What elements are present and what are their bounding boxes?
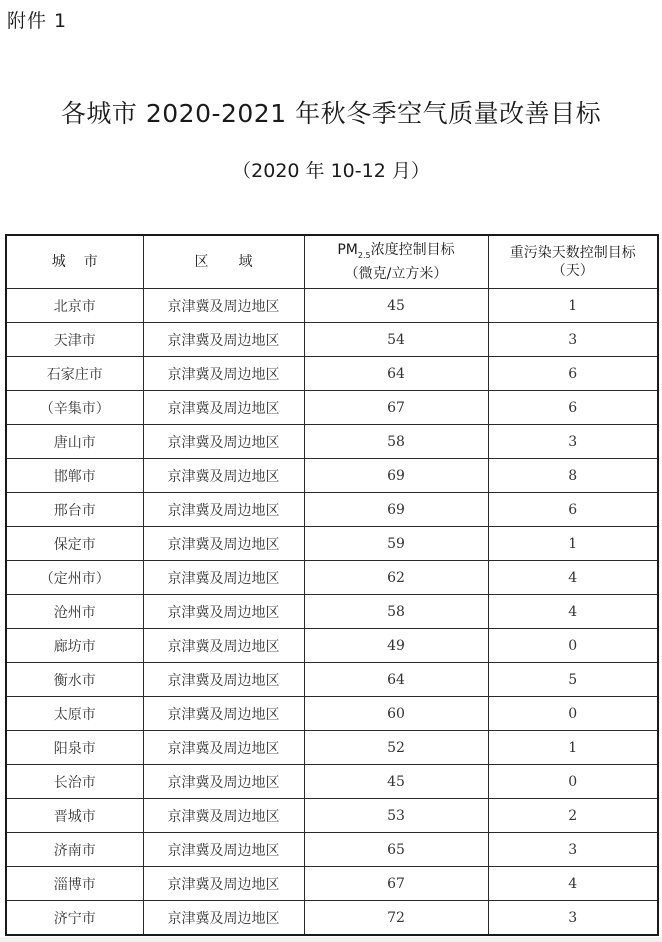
region-cell: 京津冀及周边地区 [143,561,304,595]
pm25-target-cell: 45 [304,765,488,799]
heavy-pollution-days-cell: 3 [488,425,658,459]
pm25-target-cell: 62 [304,561,488,595]
pm25-target-cell: 69 [304,459,488,493]
region-cell: 京津冀及周边地区 [143,425,304,459]
pm25-target-cell: 72 [304,901,488,936]
city-cell: 济宁市 [6,901,143,936]
city-cell: 天津市 [6,323,143,357]
pm25-target-cell: 53 [304,799,488,833]
region-cell: 京津冀及周边地区 [143,629,304,663]
heavy-pollution-days-cell: 3 [488,323,658,357]
pm25-target-cell: 58 [304,595,488,629]
table-row [6,391,658,425]
city-cell: 阳泉市 [6,731,143,765]
pm25-target-cell: 59 [304,527,488,561]
city-cell: 保定市 [6,527,143,561]
table-row [6,867,658,901]
header-region: 区域 [143,235,304,289]
city-cell: 长治市 [6,765,143,799]
table-row [6,493,658,527]
region-cell: 京津冀及周边地区 [143,493,304,527]
region-cell: 京津冀及周边地区 [143,289,304,323]
city-cell: 石家庄市 [6,357,143,391]
city-cell: 北京市 [6,289,143,323]
pm25-target-cell: 45 [304,289,488,323]
heavy-pollution-days-cell: 0 [488,697,658,731]
heavy-pollution-days-cell: 1 [488,289,658,323]
heavy-pollution-days-cell: 3 [488,901,658,936]
table-row [6,765,658,799]
city-cell: 衡水市 [6,663,143,697]
pm25-target-cell: 60 [304,697,488,731]
heavy-pollution-days-cell: 1 [488,731,658,765]
pm25-target-cell: 52 [304,731,488,765]
city-cell: 唐山市 [6,425,143,459]
region-cell: 京津冀及周边地区 [143,867,304,901]
pm25-target-cell: 64 [304,663,488,697]
heavy-pollution-days-cell: 4 [488,867,658,901]
city-cell: 邢台市 [6,493,143,527]
region-cell: 京津冀及周边地区 [143,527,304,561]
bottom-edge [0,937,662,942]
attachment-label: 附件 1 [7,10,68,32]
heavy-pollution-days-cell: 0 [488,629,658,663]
city-cell: 邯郸市 [6,459,143,493]
region-cell: 京津冀及周边地区 [143,731,304,765]
heavy-pollution-days-cell: 4 [488,561,658,595]
region-cell: 京津冀及周边地区 [143,901,304,936]
table-row [6,425,658,459]
heavy-pollution-days-cell: 2 [488,799,658,833]
heavy-pollution-days-cell: 5 [488,663,658,697]
pm25-target-cell: 65 [304,833,488,867]
table-row [6,527,658,561]
table-row [6,901,658,936]
heavy-pollution-days-cell: 1 [488,527,658,561]
table-row [6,833,658,867]
region-cell: 京津冀及周边地区 [143,595,304,629]
table-row [6,731,658,765]
table-header-row [6,235,658,289]
city-cell: 太原市 [6,697,143,731]
table-row [6,799,658,833]
region-cell: 京津冀及周边地区 [143,391,304,425]
heavy-pollution-days-cell: 4 [488,595,658,629]
region-cell: 京津冀及周边地区 [143,697,304,731]
region-cell: 京津冀及周边地区 [143,663,304,697]
city-cell: （定州市） [6,561,143,595]
pm25-target-cell: 69 [304,493,488,527]
pm25-target-cell: 58 [304,425,488,459]
page-title: 各城市 2020-2021 年秋冬季空气质量改善目标 [60,99,602,128]
header-pm25-target: $PM_{2.5}$浓度控制目标 （微克/立方米） [304,235,488,289]
table-row [6,561,658,595]
table-row [6,629,658,663]
region-cell: 京津冀及周边地区 [143,833,304,867]
table-row [6,697,658,731]
city-cell: （辛集市） [6,391,143,425]
pm25-target-cell: 54 [304,323,488,357]
heavy-pollution-days-cell: 0 [488,765,658,799]
table-row [6,459,658,493]
pm25-target-cell: 49 [304,629,488,663]
table-row [6,357,658,391]
city-cell: 廊坊市 [6,629,143,663]
heavy-pollution-days-cell: 8 [488,459,658,493]
pm25-target-cell: 64 [304,357,488,391]
table-row [6,663,658,697]
header-heavy-pollution-days: 重污染天数控制目标 （天） [488,235,658,289]
heavy-pollution-days-cell: 6 [488,493,658,527]
table-row [6,289,658,323]
region-cell: 京津冀及周边地区 [143,799,304,833]
pm25-target-cell: 67 [304,867,488,901]
header-city: 城市 [6,235,143,289]
page-subtitle: （2020 年 10-12 月） [232,160,430,182]
heavy-pollution-days-cell: 6 [488,391,658,425]
heavy-pollution-days-cell: 6 [488,357,658,391]
heavy-pollution-days-cell: 3 [488,833,658,867]
region-cell: 京津冀及周边地区 [143,357,304,391]
region-cell: 京津冀及周边地区 [143,459,304,493]
city-cell: 淄博市 [6,867,143,901]
city-cell: 沧州市 [6,595,143,629]
region-cell: 京津冀及周边地区 [143,765,304,799]
city-cell: 济南市 [6,833,143,867]
table-row [6,595,658,629]
air-quality-target-table [5,234,659,936]
table-row [6,323,658,357]
pm25-target-cell: 67 [304,391,488,425]
city-cell: 晋城市 [6,799,143,833]
region-cell: 京津冀及周边地区 [143,323,304,357]
